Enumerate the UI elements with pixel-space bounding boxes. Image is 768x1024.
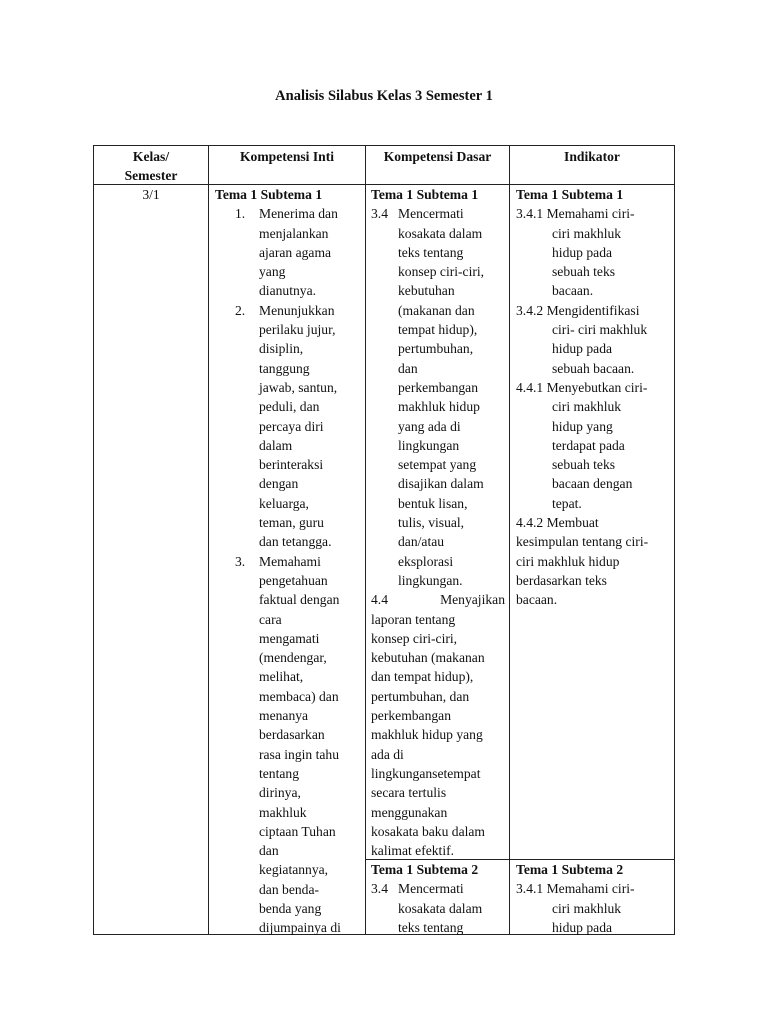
header-semester: Semester [124, 168, 178, 184]
header-kelas-semester [94, 147, 208, 186]
ind-item-number: 3.4.2 [516, 302, 544, 318]
column-divider [208, 146, 209, 934]
ki-item-text: Menerima dan menjalankan ajaran agama yang dianutnya. [259, 206, 338, 299]
document-title: Analisis Silabus Kelas 3 Semester 1 [275, 88, 493, 104]
kompetensi-inti-cell [215, 185, 359, 938]
ind-item-number: 4.4.2 [516, 515, 544, 531]
ind-item: 3.4.2 Mengidentifikasi ciri- ciri makhluk hidup pada sebuah bacaan. [516, 302, 648, 376]
kd-tema-heading: Tema 1 Subtema 1 [371, 187, 479, 202]
ki-item-number: 1. [235, 206, 246, 222]
ind-item: 3.4.1 Memahami ciri- ciri makhluk hidup pada [516, 881, 635, 935]
ki-item-number: 3. [235, 553, 246, 569]
syllabus-table [93, 145, 675, 935]
column-divider [365, 146, 366, 934]
ki-item-number: 2. [235, 302, 246, 318]
indikator-subtema-2 [516, 860, 671, 937]
ind-tema-heading: Tema 1 Subtema 2 [516, 862, 624, 877]
kd-item-text: Mencermati kosakata dalam teks tentang [398, 881, 483, 935]
ki-item [215, 204, 359, 300]
kd-item-number: 3.4 [371, 881, 388, 897]
header-kompetensi-inti: Kompetensi Inti [239, 149, 335, 164]
kd-tema-heading: Tema 1 Subtema 2 [371, 862, 479, 877]
ki-tema-heading: Tema 1 Subtema 1 [215, 187, 323, 202]
kd-item-text: Mencermati kosakata dalam teks tentang konsep ciri-ciri, kebutuhan (makanan dan tempat hidup), pertumbuhan, dan perkembangan makhluk hidup yang ada di lingkungan setempat yang disajikan dalam bentuk lisan, tulis, visual, dan/atau eksplorasi lingkungan. [398, 206, 485, 588]
kd-item-3-4 [371, 204, 505, 590]
header-indikator: Indikator [564, 149, 620, 164]
ind-item-number: 3.4.1 [516, 881, 544, 897]
header-kelas: Kelas/ [132, 149, 170, 164]
ind-item: 4.4.2 Membuat kesimpulan tentang ciri- ciri makhluk hidup berdasarkan teks bacaan. [516, 515, 649, 608]
ind-item: 4.4.1 Menyebutkan ciri- ciri makhluk hidup yang terdapat pada sebuah teks bacaan dengan tepat. [516, 379, 648, 511]
ki-item [215, 301, 359, 552]
kelas-semester-value: 3/1 [142, 187, 160, 202]
indikator-subtema-1 [516, 185, 671, 610]
kd-item-3-4 [371, 879, 505, 937]
kompetensi-dasar-subtema-2 [371, 860, 505, 937]
ind-item-number: 4.4.1 [516, 379, 544, 395]
kompetensi-dasar-subtema-1 [371, 185, 505, 860]
ind-item-number: 3.4.1 [516, 206, 544, 222]
header-kompetensi-dasar: Kompetensi Dasar [383, 149, 492, 164]
kd-item-number: 3.4 [371, 206, 388, 222]
ind-tema-heading: Tema 1 Subtema 1 [516, 187, 624, 202]
kd-item-4-4: 4.4 Menyajikan laporan tentang konsep ciri-ciri, kebutuhan (makanan dan tempat hidup), pertumbuhan, dan perkembangan makhluk hidup yang ada di lingkungansetempat secara tertulis menggunakan kosakata baku dalam kalimat efektif. [371, 592, 505, 859]
ki-item [215, 552, 359, 938]
ind-item: 3.4.1 Memahami ciri- ciri makhluk hidup pada sebuah teks bacaan. [516, 206, 635, 299]
ki-item-text: Memahami pengetahuan faktual dengan cara mengamati (mendengar, melihat, membaca) dan menanya berdasarkan rasa ingin tahu tentang dirinya, makhluk ciptaan Tuhan dan kegiatannya, dan benda- benda yang dijumpainya di [259, 553, 341, 936]
kd-item-number: 4.4 [371, 592, 388, 608]
ki-item-text: Menunjukkan perilaku jujur, disiplin, tanggung jawab, santun, peduli, dan percaya diri dalam berinteraksi dengan keluarga, teman, guru dan tetangga. [259, 302, 338, 550]
column-divider [509, 146, 510, 934]
